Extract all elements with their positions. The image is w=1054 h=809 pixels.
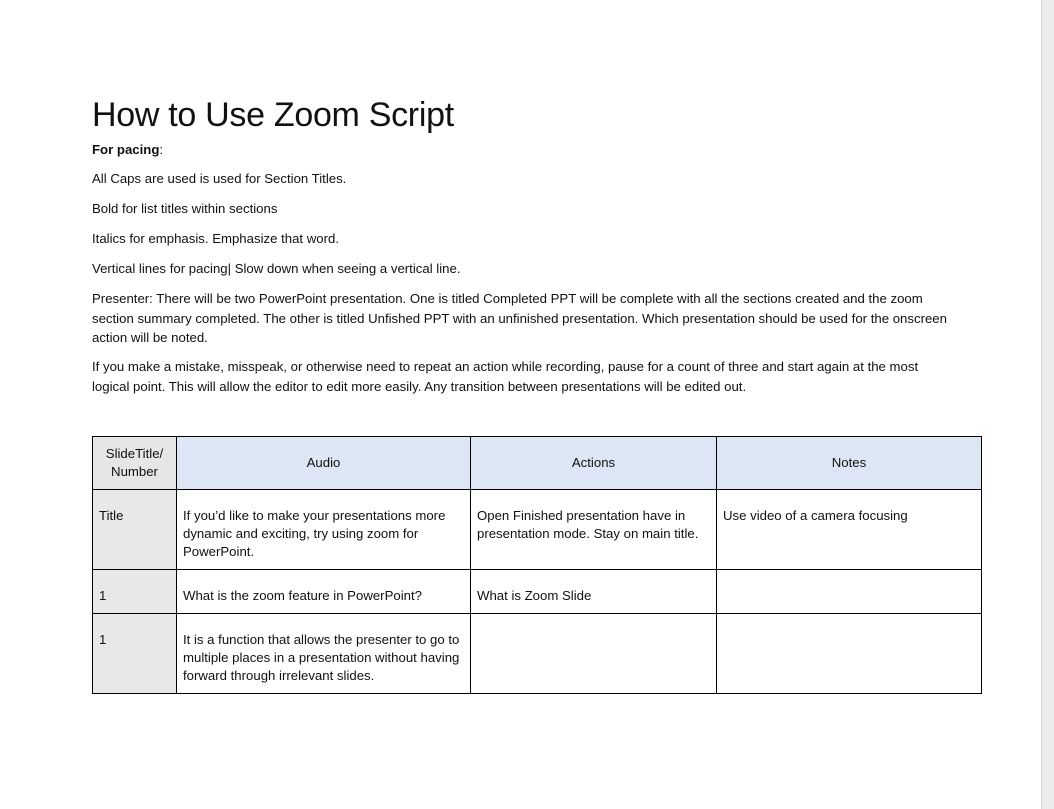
- actions-cell: [471, 614, 717, 694]
- header-notes: Notes: [717, 437, 982, 490]
- actions-cell: [471, 570, 717, 614]
- vertical-scrollbar[interactable]: [1041, 0, 1054, 809]
- actions-cell-text: [471, 614, 716, 639]
- actions-cell-text: What is Zoom Slide: [477, 588, 592, 603]
- table-row: [93, 570, 982, 614]
- notes-cell: [717, 614, 982, 694]
- header-audio: Audio: [177, 437, 471, 490]
- mistake-note: If you make a mistake, misspeak, or otherwise need to repeat an action while recording, pause for a count of three and start again at the most logical point. This will allow the editor to edit more easily. Any transition between presentations will be edited out.: [92, 359, 919, 394]
- pacing-heading: [92, 140, 962, 160]
- table-row: [93, 490, 982, 570]
- audio-cell-text: It is a function that allows the presenter to go to multiple places in a presentation without having forward through irrelevant slides.: [183, 632, 460, 683]
- table-row: [93, 614, 982, 694]
- presenter-note: Presenter: There will be two PowerPoint presentation. One is titled Completed PPT will be complete with all the sections created and the zoom section summary completed. The other is titled Unfished PPT with an unfinished presentation. Which presentation should be used for the onscreen action will be noted.: [92, 291, 947, 345]
- audio-cell: [177, 614, 471, 694]
- notes-cell: [717, 570, 982, 614]
- notes-cell-text: [717, 614, 981, 639]
- vertical-lines-rule-line: Vertical lines for pacing| Slow down when seeing a vertical line.: [92, 261, 461, 276]
- header-actions: Actions: [471, 437, 717, 490]
- slide-cell-text: 1: [99, 588, 107, 603]
- header-slide-title-number: SlideTitle/ Number: [93, 437, 177, 490]
- audio-cell: [177, 570, 471, 614]
- slide-cell: [93, 490, 177, 570]
- notes-cell: [717, 490, 982, 570]
- slide-cell-text: 1: [99, 632, 107, 647]
- script-table: [92, 436, 982, 694]
- notes-cell-text: Use video of a camera focusing: [723, 508, 908, 523]
- audio-cell-text: What is the zoom feature in PowerPoint?: [183, 588, 422, 603]
- pacing-heading-text: For pacing: [92, 142, 160, 157]
- actions-cell-text: Open Finished presentation have in presentation mode. Stay on main title.: [477, 508, 699, 541]
- actions-cell: [471, 490, 717, 570]
- pacing-heading-colon: :: [159, 142, 164, 157]
- table-header-row: [93, 437, 982, 490]
- document-title: How to Use Zoom Script: [92, 96, 454, 134]
- slide-cell-text: Title: [99, 508, 124, 523]
- notes-cell-text: [717, 570, 981, 595]
- italics-rule-line: Italics for emphasis. Emphasize that word.: [92, 231, 340, 246]
- audio-cell: [177, 490, 471, 570]
- caps-rule-line: All Caps are used is used for Section Titles.: [92, 171, 347, 186]
- bold-rule-line: Bold for list titles within sections: [92, 201, 278, 216]
- slide-cell: [93, 570, 177, 614]
- audio-cell-text: If you’d like to make your presentations more dynamic and exciting, try using zoom for PowerPoint.: [183, 508, 446, 559]
- slide-cell: [93, 614, 177, 694]
